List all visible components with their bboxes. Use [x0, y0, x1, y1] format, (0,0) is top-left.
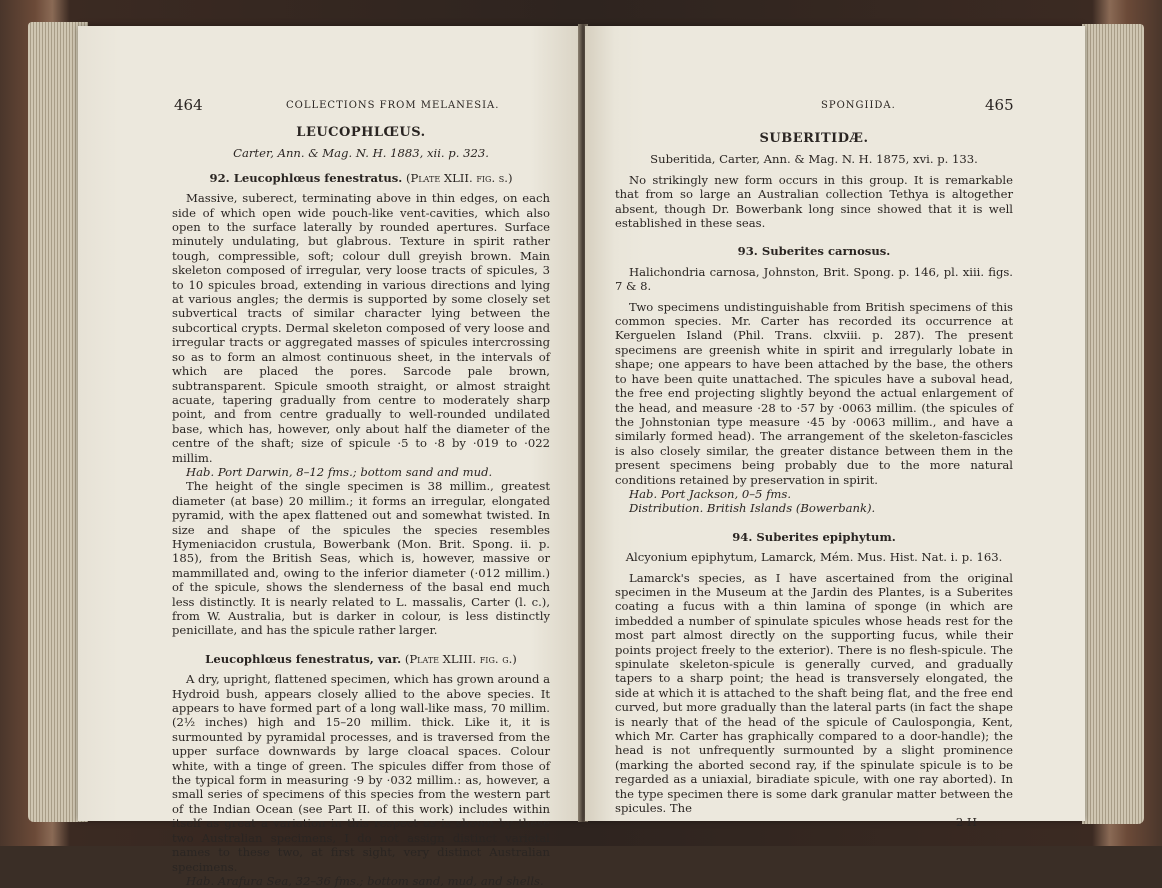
left-running-head: COLLECTIONS FROM MELANESIA. — [286, 100, 500, 111]
species-93-description: Two specimens undistinguishable from British specimens of this common species. Mr. Carter has recorded its occurrence at Kerguelen Island (Phil. Trans. clxviii. p. 287). The present specimens are greenish white in spirit and irregularly lobate in shape; one appears to have been attached by the base, the others to have been quite unattached. The spicules have a suboval head, the free end projecting slightly beyond the actual enlargement of the head, and measure ·28 to ·57 by ·0063 millim. (the spicules of the Johnstonian type measure ·45 by ·0063 millim., and have a similarly formed head). The arrangement of the skeleton-fascicles is also closely similar, the greater distance between them in the present specimens being probably due to the more natural conditions retained by preservation in spirit. — [615, 299, 1013, 487]
left-page — [78, 26, 581, 888]
signature-mark: 2 H — [955, 815, 977, 830]
right-running-head: SPONGIIDA. — [821, 100, 896, 111]
variety-heading — [172, 652, 550, 666]
left-page-number: 464 — [174, 96, 203, 114]
variety-habitat: Hab. Arafura Sea, 32–36 fms.; bottom sand, mud, and shells. — [186, 873, 544, 888]
variety-plate: (Plate XLIII. fig. g.) — [404, 651, 517, 666]
species-92-title: 92. Leucophlœus fenestratus. — [209, 170, 403, 185]
family-remarks: No strikingly new form occurs in this group. It is remarkable that from so large an Australian collection Tethya is altogether absent, though Dr. Bowerbank long since showed that it is well established in these seas. — [615, 172, 1013, 231]
species-92-plate: (Plate XLII. fig. s.) — [406, 170, 513, 185]
species-94-synonym: Alcyonium epiphytum, Lamarck, Mém. Mus. Hist. Nat. i. p. 163. — [625, 550, 1003, 565]
family-reference: Suberitida, Carter, Ann. & Mag. N. H. 1875, xvi. p. 133. — [650, 152, 978, 167]
species-93-distribution: Distribution. British Islands (Bowerbank). — [629, 501, 876, 516]
species-92-habitat: Hab. Port Darwin, 8–12 fms.; bottom sand and mud. — [186, 464, 493, 479]
genus-reference: Carter, Ann. & Mag. N. H. 1883, xii. p. 323. — [233, 146, 489, 161]
species-94-description: Lamarck's species, as I have ascertained from the original specimen in the Museum at the Jardin des Plantes, is a Suberites coating a fucus with a thin lamina of sponge (in which are imbedded a number of spinulate spicules whose heads rest for the most part almost directly on the supporting fucus, while their points project freely to the exterior). There is no flesh-spicule. The spinulate skeleton-spicule is generally curved, and gradually tapers to a sharp point; the head is transversely elongated, the side at which it is attached to the shaft being flat, and the free end curved, but more gradually than the lateral parts (in fact the shape is nearly that of the head of the spicule of Caulospongia, Kent, which Mr. Carter has graphically compared to a door-handle); the head is not unfrequently surmounted by a slight prominence (marking the aborted second ray, if the spinulate spicule is to be regarded as a uniaxial, biradiate spicule, with one ray aborted). In the type specimen there is some dark granular matter between the spicules. The — [615, 570, 1013, 816]
variety-title: Leucophlœus fenestratus, var. — [205, 651, 402, 666]
family-heading: SUBERITIDÆ. — [759, 131, 869, 146]
right-page-body — [615, 132, 1013, 830]
species-93-synonym: Halichondria carnosa, Johnston, Brit. Spong. p. 146, pl. xiii. figs. 7 & 8. — [615, 264, 1013, 294]
species-94-title: 94. Suberites epiphytum. — [732, 529, 896, 544]
left-page-body — [172, 126, 550, 888]
species-93-title: 93. Suberites carnosus. — [737, 244, 891, 259]
right-page-number: 465 — [985, 96, 1014, 114]
species-92-description: Massive, suberect, terminating above in thin edges, on each side of which open wide pouch-like vent-cavities, which also open to the surface laterally by rounded apertures. Surface minutely undulating, but glabrous. Texture in spirit rather tough, compressible, soft; colour dull greyish brown. Main skeleton composed of irregular, very loose tracts of spicules, 3 to 10 spicules broad, extending in various directions and lying at various angles; the dermis is supported by some closely set subvertical tracts of similar character lying between the subcortical crypts. Dermal skeleton composed of very loose and irregular tracts or aggregated masses of spicules intercrossing so as to form an almost continuous sheet, in the intervals of which are placed the pores. Sarcode pale brown, subtransparent. Spicule smooth straight, or almost straight acuate, tapering gradually from centre to moderately sharp point, and from centre gradually to well-rounded undilated base, which has, however, only about half the diameter of the centre of the shaft; size of spicule ·5 to ·8 by ·019 to ·022 millim. — [172, 191, 550, 465]
variety-description: A dry, upright, flattened specimen, which has grown around a Hydroid bush, appears closely allied to the above species. It appears to have formed part of a long wall-like mass, 70 millim. (2½ inches) high and 15–20 millim. thick. Like it, it is surmounted by pyramidal processes, and is traversed from the upper surface downwards by large cloacal spaces. Colour white, with a tinge of green. The spicules differ from those of the typical form in measuring ·9 by ·032 millim.: as, however, a small series of specimens of this species from the western part of the Indian Ocean (see Part II. of this work) includes within itself as great a variation in this respect as is shown by these two Australian specimens, I do not assign distinct varietal names to these two, at first sight, very distinct Australian specimens. — [172, 672, 551, 874]
page-edges-right — [1082, 24, 1144, 824]
species-92-remarks: The height of the single specimen is 38 millim., greatest diameter (at base) 20 millim.; it forms an irregular, elongated pyramid, with the apex flattened out and somewhat twisted. In size and shape of the spicules the species resembles Hymeniacidon crustula, Bowerbank (Mon. Brit. Spong. ii. p. 185), from the British Seas, which is, however, massive or mammillated and, owing to the inferior diameter (·012 millim.) of the spicule, shows the slenderness of the basal end much less distinctly. It is nearly related to L. massalis, Carter (l. c.), from W. Australia, but is darker in colour, is less distinctly penicillate, and has the spicule rather larger. — [172, 479, 550, 638]
species-93-habitat: Hab. Port Jackson, 0–5 fms. — [629, 486, 792, 501]
right-page — [585, 26, 1085, 830]
species-92-heading — [172, 171, 550, 185]
genus-heading: LEUCOPHLŒUS. — [296, 125, 426, 140]
